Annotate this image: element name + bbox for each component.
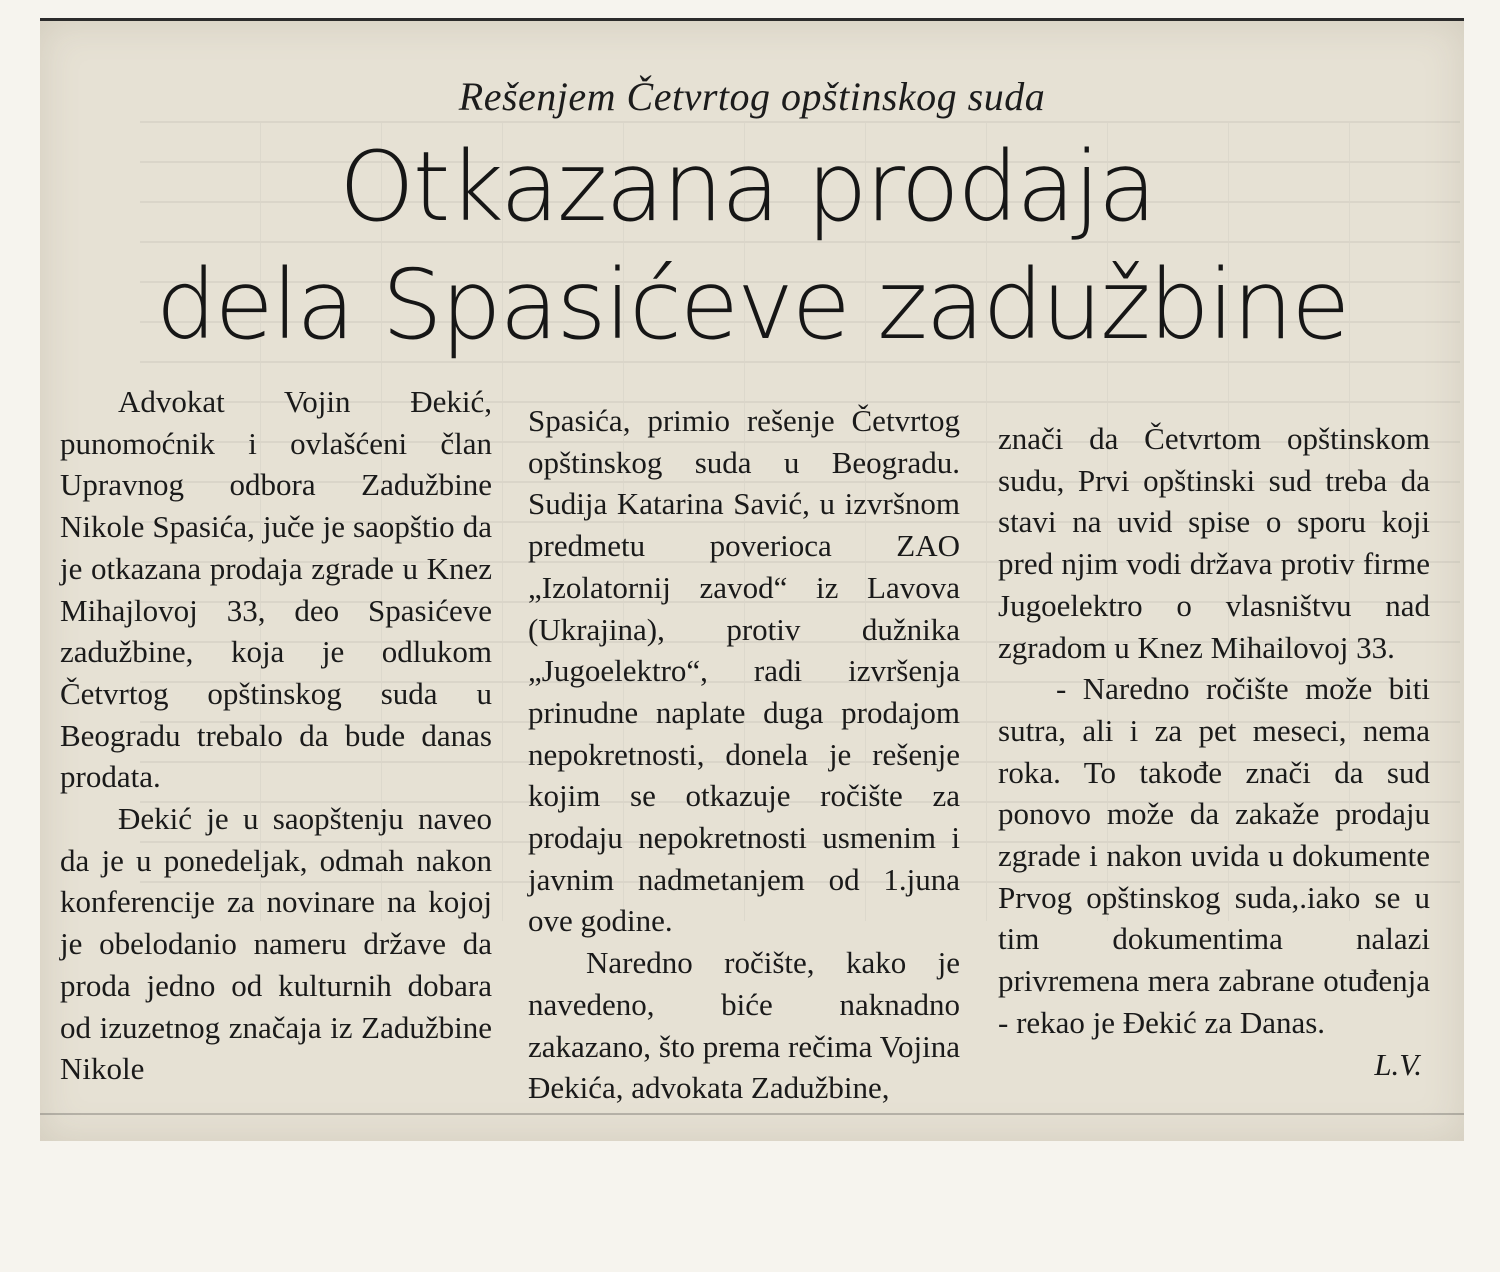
article-headline [40,131,1464,361]
paragraph: Advokat Vojin Đekić, punomoćnik i ovlašćeni član Upravnog odbora Zadužbine Nikole Spasića, juče je saopštio da je otkazana prodaja zgrade u Knez Mihajlovoj 33, deo Spasićeve zadužbine, koja je odlukom Četvrtog opštinskog suda u Beogradu trebalo da bude danas prodata. [60,384,492,795]
column-1 [60,381,492,1090]
author-initials: L.V. [1374,1046,1422,1082]
headline-line-2: dela Spasićeve zadužbine [155,249,1349,361]
paragraph: Naredno ročište, kako je navedeno, biće naknadno zakazano, što prema rečima Vojina Đekića, advokata Zadužbine, [528,945,960,1106]
paragraph: Đekić je u saopštenju naveo da je u ponedeljak, odmah nakon konferencije za novinare na kojoj je obelodanio nameru države da proda jedno od kulturnih dobara od izuzetnog značaja iz Zadužbine Nikole [60,801,492,1087]
bottom-divider [40,1113,1464,1115]
article-body [50,366,1460,1116]
paragraph [998,668,1430,1082]
paragraph-text: - Naredno ročište može biti sutra, ali i za pet meseci, nema roka. To takođe znači da sud ponovo može da zakaže prodaju zgrade i nakon uvida u dokumente Prvog opštinskog suda,.iako se u tim dokumentima nalazi privremena mera zabrane otuđenja - rekao je Đekić za Danas. [998,671,1430,1040]
column-3 [998,418,1430,1085]
headline-line-1: Otkazana prodaja [339,131,1155,243]
article-kicker: Rešenjem Četvrtog opštinskog suda [458,74,1046,119]
newspaper-clipping [40,18,1464,1141]
paragraph: znači da Četvrtom opštinskom sudu, Prvi opštinski sud treba da stavi na uvid spise o sporu koji pred njim vodi država protiv firme Jugoelektro o vlasništvu nad zgradom u Knez Mihailovoj 33. [998,421,1430,665]
column-2 [528,400,960,1109]
paragraph: Spasića, primio rešenje Četvrtog opštinskog suda u Beogradu. Sudija Katarina Savić, u izvršnom predmetu poverioca ZAO „Izolatornij zavod“ iz Lavova (Ukrajina), protiv dužnika „Jugoelektro“, radi izvršenja prinudne naplate duga prodajom nepokretnosti, donela je rešenje kojim se otkazuje ročište za prodaju nepokretnosti usmenim i javnim nadmetanjem od 1.juna ove godine. [528,403,960,939]
